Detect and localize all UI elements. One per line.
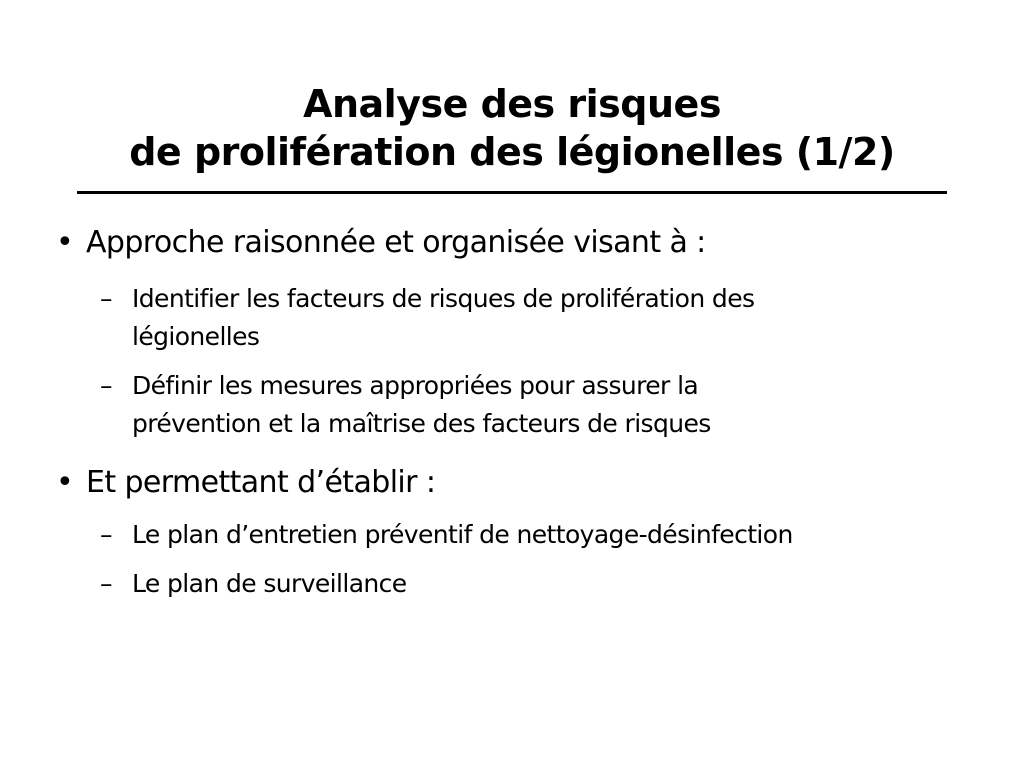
sub-item-text xyxy=(132,280,754,356)
dash-icon: – xyxy=(100,371,113,400)
sub-item-line: Identifier les facteurs de risques de prolifération des xyxy=(132,284,755,313)
dash-icon: – xyxy=(100,569,113,598)
sub-item-line: Définir les mesures appropriées pour assurer la xyxy=(132,371,699,400)
dash-icon: – xyxy=(100,284,113,313)
sub-item-text xyxy=(132,367,711,443)
bullet-text: Approche raisonnée et organisée visant à : xyxy=(86,225,706,260)
bullet-dot-icon: • xyxy=(56,225,74,260)
title-line-1: Analyse des risques xyxy=(303,82,721,126)
sub-item-text xyxy=(132,516,793,554)
sub-item-line: prévention et la maîtrise des facteurs de risques xyxy=(132,409,711,438)
sub-item-line: Le plan d’entretien préventif de nettoyage-désinfection xyxy=(132,520,793,549)
bullet-text: Et permettant d’établir : xyxy=(86,465,436,500)
sub-item-line: légionelles xyxy=(132,322,260,351)
bullet-dot-icon: • xyxy=(56,465,74,500)
sub-item-line: Le plan de surveillance xyxy=(132,569,407,598)
title-line-2: de prolifération des légionelles (1/2) xyxy=(129,130,895,174)
dash-icon: – xyxy=(100,520,113,549)
sub-item-text xyxy=(132,565,407,603)
